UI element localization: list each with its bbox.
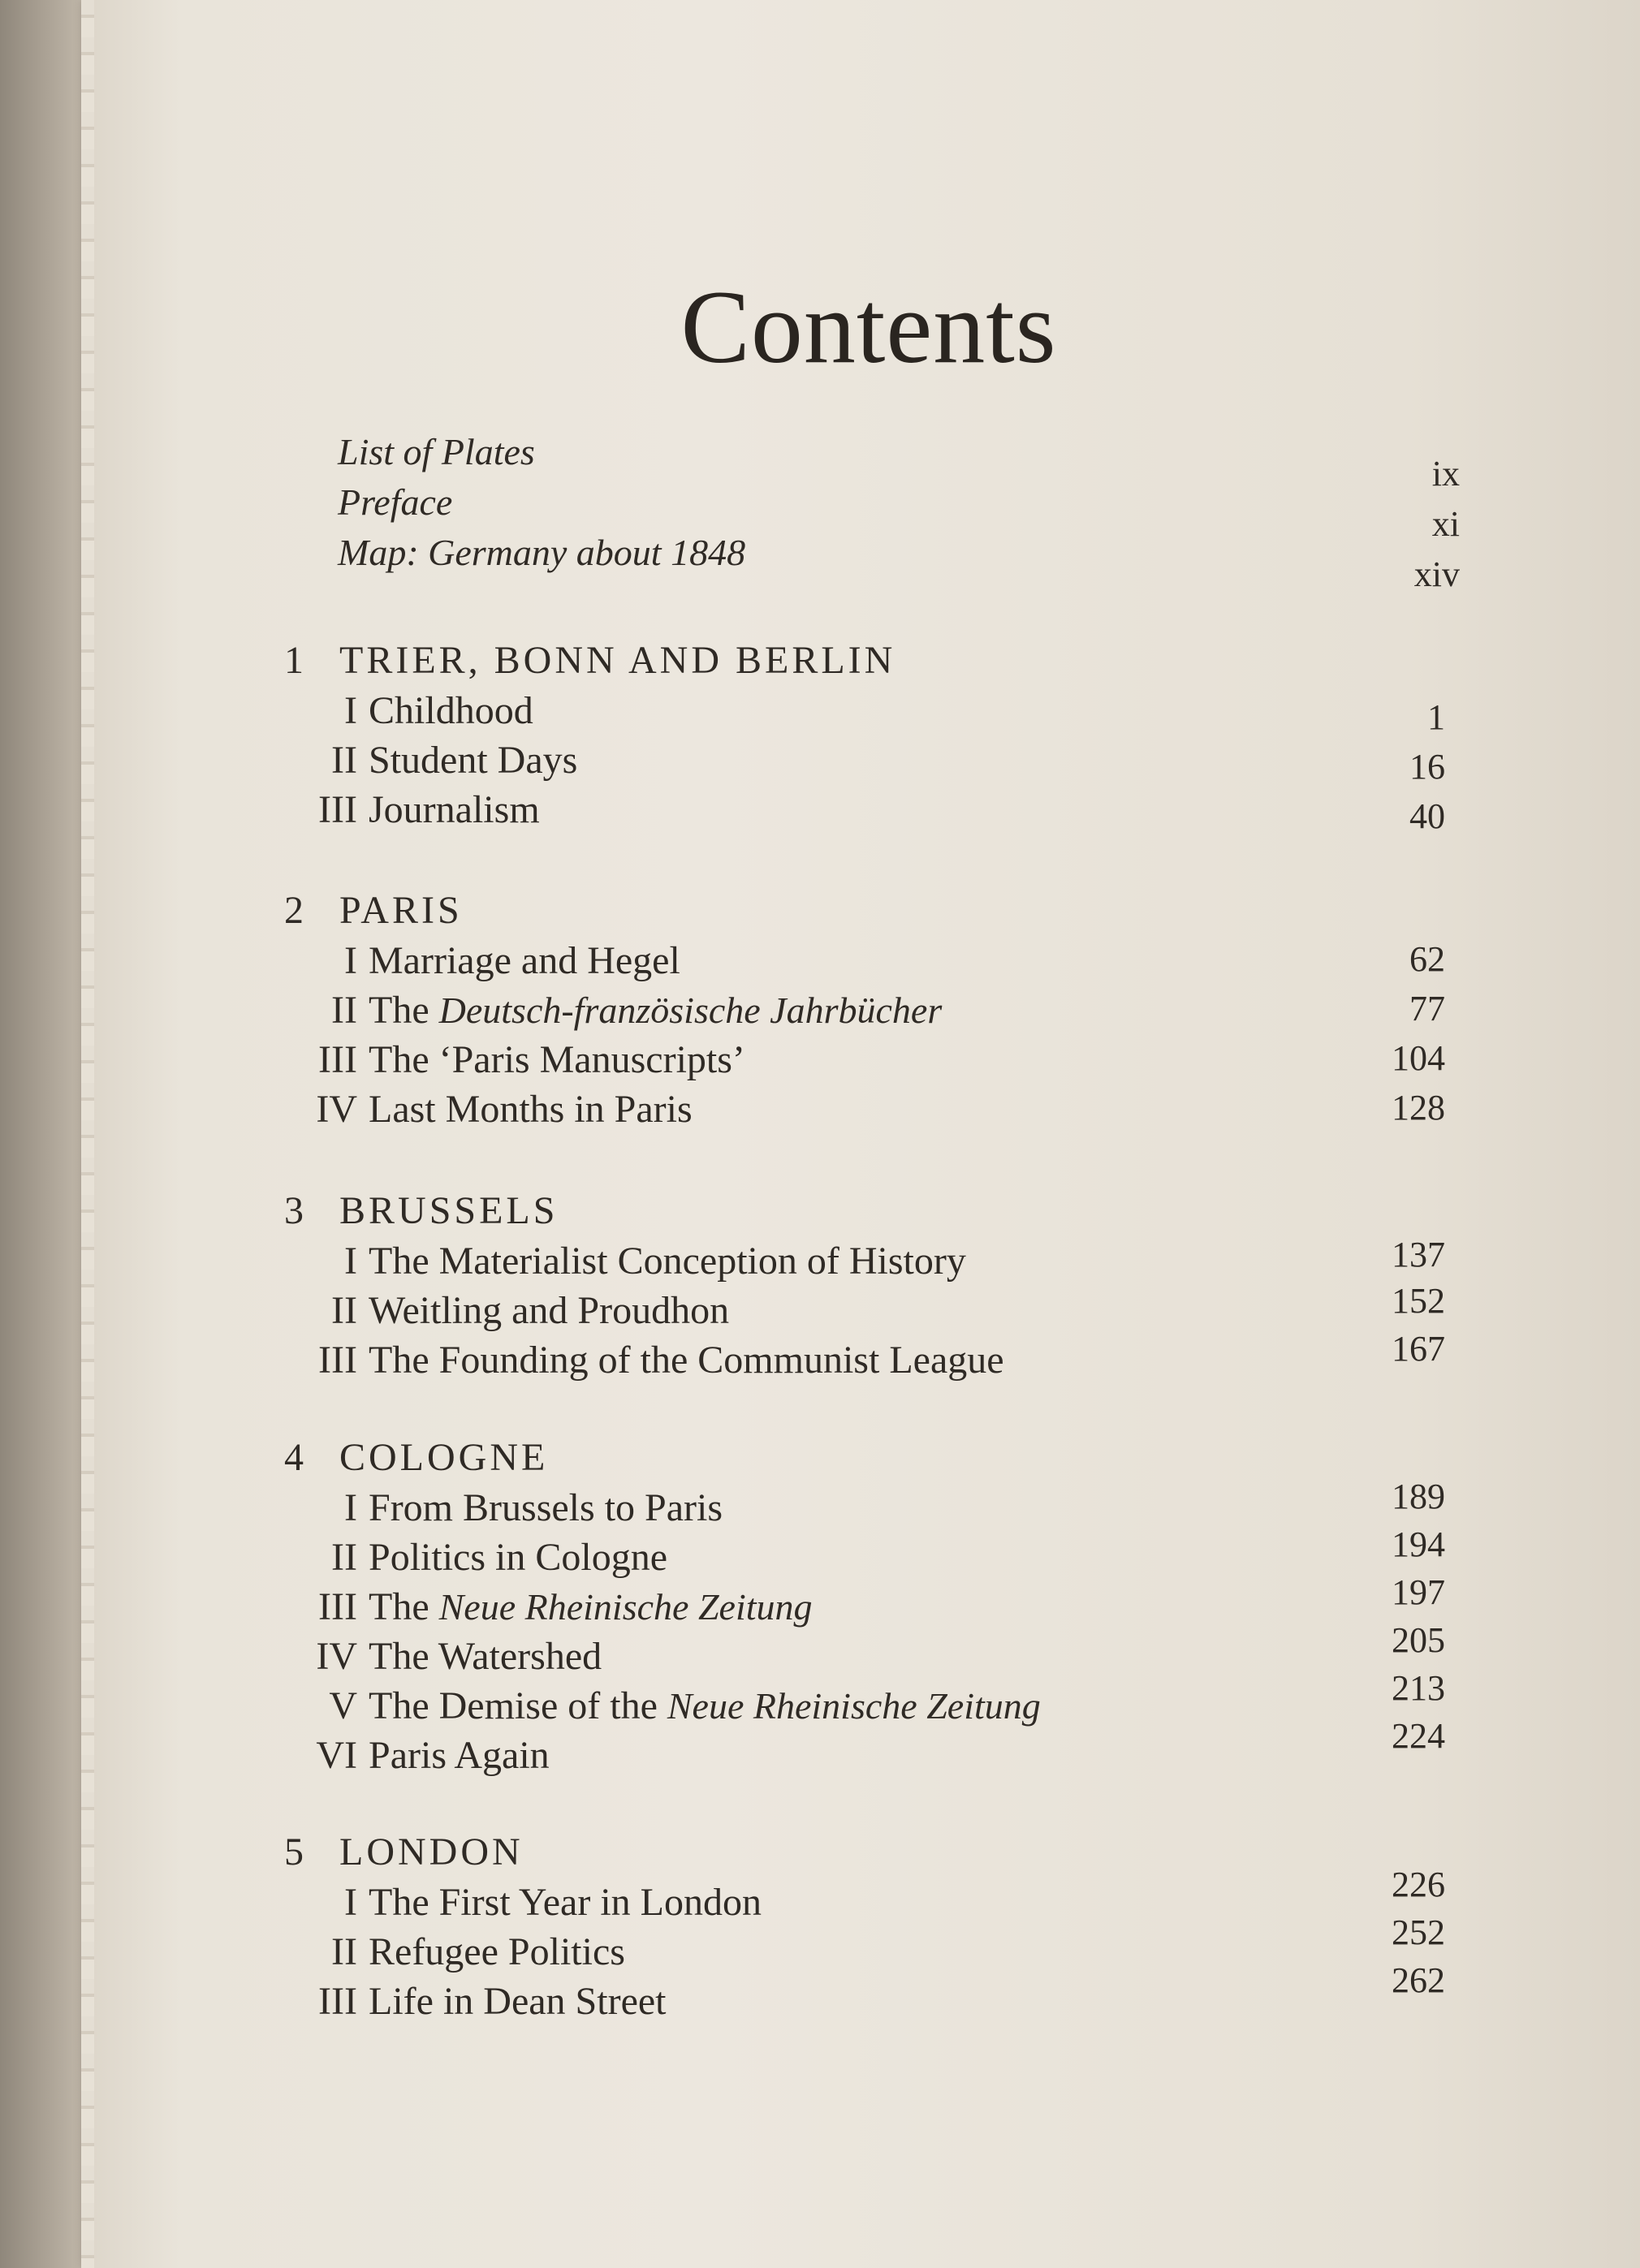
section-numeral: I — [344, 1881, 357, 1924]
section-row — [284, 938, 1534, 988]
chapter-5 — [284, 1830, 1534, 2029]
section-page: 40 — [1409, 796, 1445, 836]
section-numeral: III — [318, 1339, 357, 1382]
section-numeral: IV — [316, 1088, 357, 1131]
section-page: 213 — [1392, 1668, 1445, 1708]
section-page: 77 — [1409, 989, 1445, 1028]
section-page: 189 — [1392, 1477, 1445, 1516]
section-page: 252 — [1392, 1912, 1445, 1952]
section-page: 16 — [1409, 747, 1445, 787]
section-numeral: II — [331, 1289, 357, 1332]
section-title: The Watershed — [369, 1635, 602, 1678]
chapter-number: 1 — [284, 639, 307, 682]
section-numeral: II — [331, 989, 357, 1032]
section-row — [284, 688, 1534, 738]
chapter-number: 3 — [284, 1189, 307, 1232]
section-title: From Brussels to Paris — [369, 1486, 723, 1529]
section-row — [284, 1329, 1534, 1387]
section-page: 62 — [1409, 939, 1445, 979]
front-matter-item — [338, 430, 745, 481]
section-page: 104 — [1392, 1038, 1445, 1078]
section-title: Politics in Cologne — [369, 1536, 668, 1579]
section-title: Last Months in Paris — [369, 1088, 693, 1131]
section-page: 137 — [1392, 1235, 1445, 1274]
chapter-4 — [284, 1435, 1534, 1783]
section-numeral: V — [329, 1684, 357, 1727]
chapter-heading — [284, 1188, 1534, 1239]
front-matter-page: ix — [1431, 454, 1460, 494]
section-title: Paris Again — [369, 1734, 550, 1777]
section-numeral: IV — [316, 1635, 357, 1678]
section-page: 128 — [1392, 1088, 1445, 1128]
section-row — [284, 1716, 1534, 1783]
section-page: 224 — [1392, 1716, 1445, 1756]
section-numeral: III — [318, 1585, 357, 1628]
section-row — [284, 738, 1534, 787]
chapter-title: BRUSSELS — [339, 1189, 559, 1232]
front-matter-item — [338, 531, 745, 581]
section-numeral: II — [331, 1930, 357, 1973]
front-matter-list — [338, 430, 745, 581]
chapter-title: PARIS — [339, 889, 463, 932]
section-page: 197 — [1392, 1572, 1445, 1612]
front-matter-label: Map: Germany about 1848 — [338, 532, 746, 573]
section-title: The ‘Paris Manuscripts’ — [369, 1038, 745, 1081]
chapter-title: COLOGNE — [339, 1436, 549, 1479]
front-matter-label: Preface — [338, 481, 453, 523]
section-page: 262 — [1392, 1960, 1445, 2000]
chapter-number: 4 — [284, 1436, 307, 1479]
section-numeral: III — [318, 788, 357, 831]
section-numeral: I — [344, 939, 357, 982]
section-numeral: VI — [316, 1734, 357, 1777]
section-page: 152 — [1392, 1281, 1445, 1321]
section-numeral: II — [331, 1536, 357, 1579]
section-title: Weitling and Proudhon — [369, 1289, 730, 1332]
chapter-number: 5 — [284, 1830, 307, 1873]
section-page: 205 — [1392, 1620, 1445, 1660]
section-page: 167 — [1392, 1329, 1445, 1369]
chapter-title: TRIER, BONN AND BERLIN — [339, 639, 896, 682]
section-title: The Materialist Conception of History — [369, 1240, 966, 1283]
page-title: Contents — [680, 269, 1057, 385]
section-title: The First Year in London — [369, 1881, 762, 1924]
section-numeral: II — [331, 739, 357, 782]
front-matter-page: xi — [1431, 504, 1460, 544]
section-title: Marriage and Hegel — [369, 939, 680, 982]
section-title: Life in Dean Street — [369, 1980, 667, 2023]
chapter-title: LONDON — [339, 1830, 524, 1873]
section-title: Journalism — [369, 788, 540, 831]
chapter-1 — [284, 638, 1534, 837]
section-row — [284, 1087, 1534, 1136]
front-matter-page: xiv — [1413, 554, 1460, 594]
chapter-heading — [284, 638, 1534, 688]
chapter-3 — [284, 1188, 1534, 1387]
section-page: 226 — [1392, 1865, 1445, 1904]
section-numeral: III — [318, 1038, 357, 1081]
section-title: The Demise of the Neue Rheinische Zeitung — [369, 1684, 1041, 1727]
section-title: Childhood — [369, 689, 533, 732]
section-title: The Deutsch-französische Jahrbücher — [369, 989, 943, 1032]
section-row — [284, 1960, 1534, 2029]
chapter-2 — [284, 888, 1534, 1136]
section-numeral: I — [344, 689, 357, 732]
section-row — [284, 787, 1534, 837]
section-page: 1 — [1427, 697, 1445, 737]
section-numeral: I — [344, 1240, 357, 1283]
chapter-heading — [284, 888, 1534, 938]
front-matter-label: List of Plates — [338, 431, 535, 472]
section-title: Student Days — [369, 739, 578, 782]
section-title: The Founding of the Communist League — [369, 1339, 1004, 1382]
section-numeral: III — [318, 1980, 357, 2023]
front-matter-item — [338, 481, 745, 531]
section-title: The Neue Rheinische Zeitung — [369, 1585, 813, 1628]
chapter-number: 2 — [284, 889, 307, 932]
section-title: Refugee Politics — [369, 1930, 625, 1973]
section-page: 194 — [1392, 1524, 1445, 1564]
section-row — [284, 1037, 1534, 1087]
section-numeral: I — [344, 1486, 357, 1529]
section-row — [284, 988, 1534, 1037]
